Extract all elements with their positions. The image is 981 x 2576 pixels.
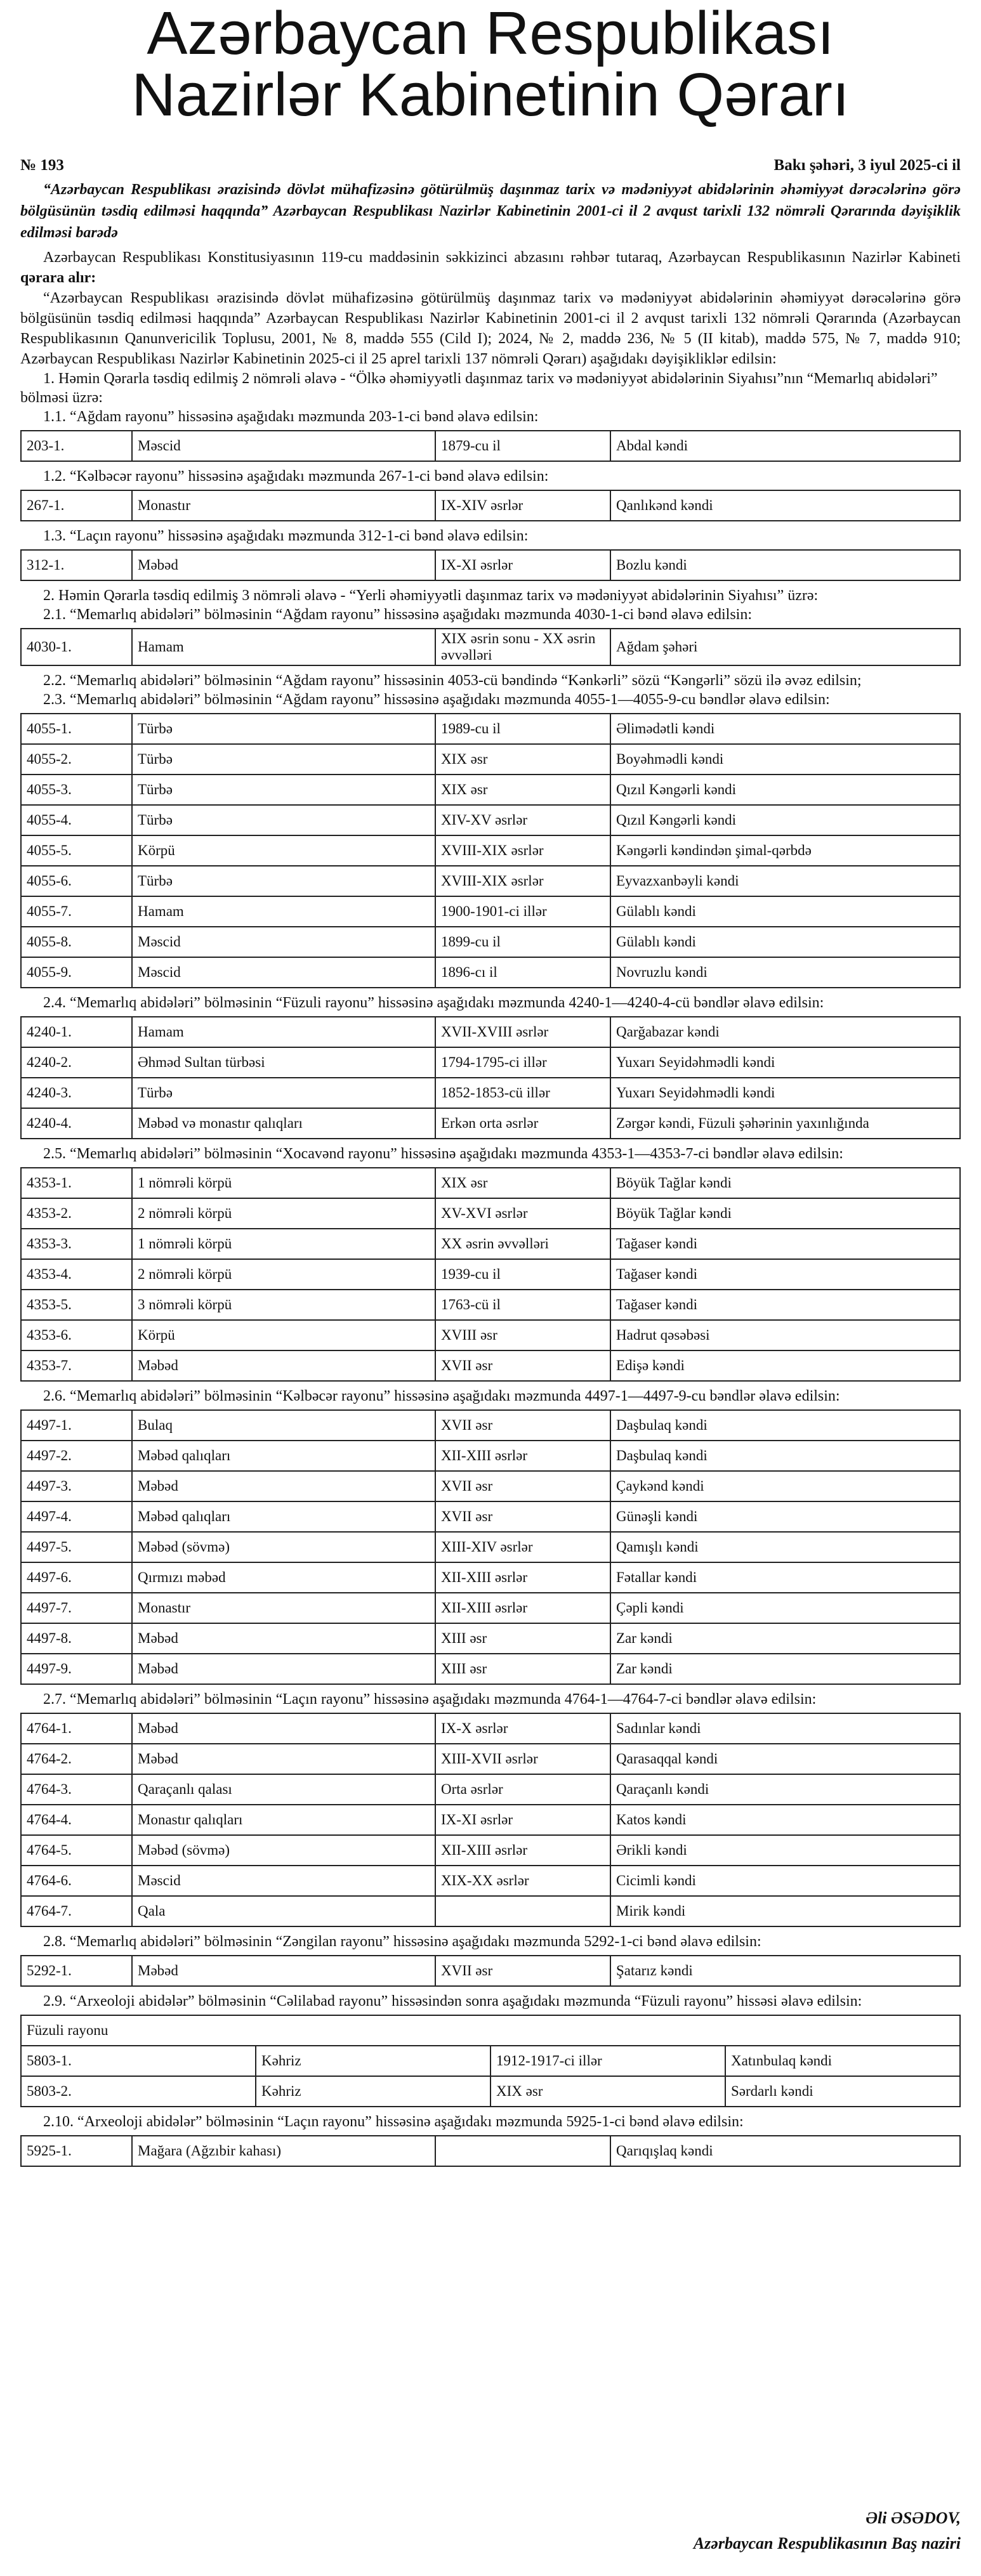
item-number-cell: 4497-7. — [21, 1593, 132, 1623]
location-cell: Gülablı kəndi — [610, 927, 960, 957]
period-cell: XIII əsr — [435, 1654, 610, 1684]
item-2-8: 2.8. “Memarlıq abidələri” bölməsinin “Zəngilan rayonu” hissəsinə aşağıdakı məzmunda 5292-1-ci bənd əlavə edilsin: — [43, 1933, 761, 1950]
item-number-cell: 4764-3. — [21, 1774, 132, 1805]
location-cell: Daşbulaq kəndi — [610, 1441, 960, 1471]
table-row — [21, 1108, 960, 1139]
period-cell: XIII-XVII əsrlər — [435, 1744, 610, 1774]
item-1-1: 1.1. “Ağdam rayonu” hissəsinə aşağıdakı məzmunda 203-1-ci bənd əlavə edilsin: — [43, 409, 539, 425]
table-row — [21, 1198, 960, 1229]
location-cell: Tağaser kəndi — [610, 1290, 960, 1320]
monument-name-cell: Türbə — [132, 1078, 435, 1108]
table-row — [21, 1501, 960, 1532]
table-2-10 — [20, 2135, 961, 2167]
item-number-cell: 4497-8. — [21, 1623, 132, 1654]
table-1-2 — [20, 490, 961, 521]
table-row — [21, 1471, 960, 1501]
location-cell: Günəşli kəndi — [610, 1501, 960, 1532]
table-row — [21, 957, 960, 988]
table-2-3 — [20, 713, 961, 988]
table-2-7 — [20, 1713, 961, 1927]
table-row — [21, 431, 960, 461]
period-cell: XII-XIII əsrlər — [435, 1593, 610, 1623]
item-number-cell: 4055-5. — [21, 835, 132, 866]
monument-name-cell: Məbəd — [132, 1744, 435, 1774]
location-cell: Tağaser kəndi — [610, 1259, 960, 1290]
location-cell: Ərikli kəndi — [610, 1835, 960, 1866]
location-cell: Zar kəndi — [610, 1623, 960, 1654]
location-cell: Gülablı kəndi — [610, 896, 960, 927]
monument-name-cell: Qırmızı məbəd — [132, 1562, 435, 1593]
period-cell: 1899-cu il — [435, 927, 610, 957]
location-cell: Bozlu kəndi — [610, 550, 960, 580]
item-1: 1. Həmin Qərarla təsdiq edilmiş 2 nömrəli əlavə - “Ölkə əhəmiyyətli daşınmaz tarix və mədəniyyət abidələrinin Siyahısı”nın “Memarlıq abidələri” bölməsi üzrə: — [20, 370, 938, 406]
table-2-1 — [20, 628, 961, 666]
monument-name-cell: Qala — [132, 1896, 435, 1926]
table-row — [21, 896, 960, 927]
item-2-9: 2.9. “Arxeoloji abidələr” bölməsinin “Cəlilabad rayonu” hissəsindən sonra aşağıdakı məzmunda “Füzuli rayonu” hissəsi əlavə edilsin: — [43, 1993, 862, 2010]
item-number-cell: 4497-5. — [21, 1532, 132, 1562]
item-number-cell: 4353-1. — [21, 1168, 132, 1198]
location-cell: Katos kəndi — [610, 1805, 960, 1835]
period-cell: XIV-XV əsrlər — [435, 805, 610, 835]
monument-name-cell: Məbəd — [132, 550, 435, 580]
item-1-2: 1.2. “Kəlbəcər rayonu” hissəsinə aşağıdakı məzmunda 267-1-ci bənd əlavə edilsin: — [43, 468, 549, 485]
item-number-cell: 4764-1. — [21, 1713, 132, 1744]
item-number-cell: 4353-5. — [21, 1290, 132, 1320]
item-number-cell: 4240-3. — [21, 1078, 132, 1108]
location-cell: Cicimli kəndi — [610, 1866, 960, 1896]
item-number-cell: 4497-9. — [21, 1654, 132, 1684]
table-1-1 — [20, 430, 961, 462]
location-cell: Eyvazxanbəyli kəndi — [610, 866, 960, 896]
table-row — [21, 550, 960, 580]
period-cell: 1794-1795-ci illər — [435, 1047, 610, 1078]
location-cell: Qanlıkənd kəndi — [610, 490, 960, 521]
table-row — [21, 1654, 960, 1684]
location-cell: Qaraçanlı kəndi — [610, 1774, 960, 1805]
monument-name-cell: Kəhriz — [256, 2046, 490, 2076]
location-cell: Sadınlar kəndi — [610, 1713, 960, 1744]
location-cell: Boyəhmədli kəndi — [610, 744, 960, 775]
period-cell: XVII əsr — [435, 1350, 610, 1381]
item-number-cell: 4240-2. — [21, 1047, 132, 1078]
location-cell: Zərgər kəndi, Füzuli şəhərinin yaxınlığında — [610, 1108, 960, 1139]
item-number-cell: 4055-4. — [21, 805, 132, 835]
location-cell: Qarğabazar kəndi — [610, 1017, 960, 1047]
table-row — [21, 714, 960, 744]
monument-name-cell: 1 nömrəli körpü — [132, 1229, 435, 1259]
monument-name-cell: Monastır — [132, 1593, 435, 1623]
item-2-4: 2.4. “Memarlıq abidələri” bölməsinin “Füzuli rayonu” hissəsinə aşağıdakı məzmunda 4240-1—4240-4-cü bəndlər əlavə edilsin: — [43, 995, 824, 1011]
monument-name-cell: Məbəd — [132, 1956, 435, 1986]
location-cell: Qamışlı kəndi — [610, 1532, 960, 1562]
table-row — [21, 1774, 960, 1805]
item-number-cell: 4055-3. — [21, 775, 132, 805]
item-2: 2. Həmin Qərarla təsdiq edilmiş 3 nömrəli əlavə - “Yerli əhəmiyyətli daşınmaz tarix və mədəniyyət abidələrinin Siyahısı” üzrə: — [43, 587, 819, 604]
monument-name-cell: Məbəd — [132, 1623, 435, 1654]
item-number-cell: 4353-7. — [21, 1350, 132, 1381]
period-cell: 1939-cu il — [435, 1259, 610, 1290]
monument-name-cell: Məscid — [132, 1866, 435, 1896]
table-row — [21, 1805, 960, 1835]
monument-name-cell: Körpü — [132, 1320, 435, 1350]
table-row — [21, 1047, 960, 1078]
location-cell: Fətallar kəndi — [610, 1562, 960, 1593]
period-cell: XVIII-XIX əsrlər — [435, 835, 610, 866]
monument-name-cell: Türbə — [132, 714, 435, 744]
item-number-cell: 4764-6. — [21, 1866, 132, 1896]
item-2-1: 2.1. “Memarlıq abidələri” bölməsinin “Ağdam rayonu” hissəsinə aşağıdakı məzmunda 4030-1-ci bənd əlavə edilsin: — [43, 606, 752, 623]
location-cell: Qarasaqqal kəndi — [610, 1744, 960, 1774]
signatory-position: Azərbaycan Respublikasının Baş naziri — [693, 2534, 961, 2553]
item-number-cell: 4353-3. — [21, 1229, 132, 1259]
location-cell: Yuxarı Seyidəhmədli kəndi — [610, 1047, 960, 1078]
period-cell: IX-X əsrlər — [435, 1713, 610, 1744]
location-cell: Tağaser kəndi — [610, 1229, 960, 1259]
table-row — [21, 2046, 960, 2076]
item-number-cell: 4055-6. — [21, 866, 132, 896]
monument-name-cell: Türbə — [132, 866, 435, 896]
period-cell: IX-XI əsrlər — [435, 1805, 610, 1835]
item-number-cell: 4055-2. — [21, 744, 132, 775]
period-cell — [435, 2136, 610, 2166]
location-cell: Xatınbulaq kəndi — [725, 2046, 960, 2076]
table-row — [21, 2136, 960, 2166]
monument-name-cell: Məbəd (sövmə) — [132, 1532, 435, 1562]
table-row — [21, 490, 960, 521]
table-row — [21, 2076, 960, 2107]
table-row — [21, 866, 960, 896]
monument-name-cell: 2 nömrəli körpü — [132, 1259, 435, 1290]
region-name-cell: Füzuli rayonu — [21, 2015, 960, 2046]
monument-name-cell: Körpü — [132, 835, 435, 866]
signatory-name: Əli ƏSƏDOV, — [866, 2509, 961, 2527]
location-cell: Novruzlu kəndi — [610, 957, 960, 988]
period-cell: Orta əsrlər — [435, 1774, 610, 1805]
period-cell: 1852-1853-cü illər — [435, 1078, 610, 1108]
item-2-3: 2.3. “Memarlıq abidələri” bölməsinin “Ağdam rayonu” hissəsinə aşağıdakı məzmunda 4055-1—4055-9-cu bəndlər əlavə edilsin: — [43, 691, 830, 708]
location-cell: Qızıl Kəngərli kəndi — [610, 775, 960, 805]
monument-name-cell: Məbəd — [132, 1350, 435, 1381]
period-cell: XIX əsrin sonu - XX əsrin əvvəlləri — [435, 629, 610, 665]
location-cell: Şatarız kəndi — [610, 1956, 960, 1986]
item-number-cell: 4353-2. — [21, 1198, 132, 1229]
table-row — [21, 805, 960, 835]
monument-name-cell: Məbəd qalıqları — [132, 1441, 435, 1471]
monument-name-cell: Məbəd qalıqları — [132, 1501, 435, 1532]
table-row — [21, 1835, 960, 1866]
basis-text: Azərbaycan Respublikası Konstitusiyasının 119-cu maddəsinin səkkizinci abzasını rəhbər tutaraq, Azərbaycan Respublikasının Nazirlər Kabineti — [43, 249, 961, 266]
basis-paragraph — [20, 247, 961, 288]
item-number-cell: 4497-2. — [21, 1441, 132, 1471]
period-cell: XII-XIII əsrlər — [435, 1562, 610, 1593]
location-cell: Edişə kəndi — [610, 1350, 960, 1381]
item-number-cell: 4497-4. — [21, 1501, 132, 1532]
monument-name-cell: Məscid — [132, 927, 435, 957]
monument-name-cell: Məbəd — [132, 1471, 435, 1501]
location-cell: Böyük Tağlar kəndi — [610, 1168, 960, 1198]
document-title — [20, 0, 961, 129]
table-row — [21, 629, 960, 665]
table-row — [21, 1441, 960, 1471]
table-row — [21, 1320, 960, 1350]
table-row — [21, 1229, 960, 1259]
table-2-5 — [20, 1167, 961, 1382]
monument-name-cell: Kəhriz — [256, 2076, 490, 2107]
table-row — [21, 1259, 960, 1290]
period-cell: 1989-cu il — [435, 714, 610, 744]
table-row — [21, 835, 960, 866]
item-number-cell: 4055-8. — [21, 927, 132, 957]
item-number-cell: 4764-2. — [21, 1744, 132, 1774]
location-cell: Qızıl Kəngərli kəndi — [610, 805, 960, 835]
item-number-cell: 5292-1. — [21, 1956, 132, 1986]
table-row — [21, 1350, 960, 1381]
table-row — [21, 927, 960, 957]
location-cell: Ağdam şəhəri — [610, 629, 960, 665]
table-row — [21, 1078, 960, 1108]
item-2-2: 2.2. “Memarlıq abidələri” bölməsinin “Ağdam rayonu” hissəsinin 4053-cü bəndində “Kənkərli” sözü “Kəngərli” sözü ilə əvəz edilsin; — [43, 672, 862, 689]
monument-name-cell: Məbəd — [132, 1654, 435, 1684]
monument-name-cell: Hamam — [132, 629, 435, 665]
item-2-10: 2.10. “Arxeoloji abidələr” bölməsinin “Laçın rayonu” hissəsinə aşağıdakı məzmunda 5925-1-ci bənd əlavə edilsin: — [43, 2114, 744, 2130]
location-cell: Qarıqışlaq kəndi — [610, 2136, 960, 2166]
period-cell: XVII əsr — [435, 1471, 610, 1501]
item-number-cell: 4764-7. — [21, 1896, 132, 1926]
item-number-cell: 4353-4. — [21, 1259, 132, 1290]
period-cell: IX-XI əsrlər — [435, 550, 610, 580]
item-number-cell: 203-1. — [21, 431, 132, 461]
table-row — [21, 775, 960, 805]
period-cell: XII-XIII əsrlər — [435, 1835, 610, 1866]
item-number-cell: 4240-4. — [21, 1108, 132, 1139]
monument-name-cell: Monastır qalıqları — [132, 1805, 435, 1835]
item-number-cell: 4240-1. — [21, 1017, 132, 1047]
table-row — [21, 1532, 960, 1562]
monument-name-cell: Monastır — [132, 490, 435, 521]
item-number-cell: 4353-6. — [21, 1320, 132, 1350]
decree-meta — [20, 156, 961, 175]
title-line-2: Nazirlər Kabinetinin Qərarı — [131, 61, 850, 129]
table-row — [21, 1290, 960, 1320]
period-cell: XVIII-XIX əsrlər — [435, 866, 610, 896]
table-row — [21, 1744, 960, 1774]
decision-word: qərara alır: — [20, 270, 96, 286]
period-cell: XIX əsr — [490, 2076, 725, 2107]
monument-name-cell: Məbəd — [132, 1713, 435, 1744]
item-number-cell: 4030-1. — [21, 629, 132, 665]
item-number-cell: 4055-9. — [21, 957, 132, 988]
item-number-cell: 5803-1. — [21, 2046, 256, 2076]
monument-name-cell: Türbə — [132, 744, 435, 775]
period-cell: 1900-1901-ci illər — [435, 896, 610, 927]
monument-name-cell: Məbəd və monastır qalıqları — [132, 1108, 435, 1139]
period-cell: XVIII əsr — [435, 1320, 610, 1350]
period-cell: 1879-cu il — [435, 431, 610, 461]
item-number-cell: 312-1. — [21, 550, 132, 580]
period-cell: XIX əsr — [435, 744, 610, 775]
location-cell: Abdal kəndi — [610, 431, 960, 461]
period-cell: 1912-1917-ci illər — [490, 2046, 725, 2076]
period-cell: XIX əsr — [435, 1168, 610, 1198]
location-cell: Yuxarı Seyidəhmədli kəndi — [610, 1078, 960, 1108]
decree-subject: “Azərbaycan Respublikası ərazisində dövlət mühafizəsinə götürülmüş daşınmaz tarix və mədəniyyət abidələrinin əhəmiyyət dərəcələrinə görə bölgüsünün təsdiq edilməsi haqqında” Azərbaycan Respublikası Nazirlər Kabinetinin 2001-ci il 2 avqust tarixli 132 nömrəli Qərarında dəyişiklik edilməsi barədə — [20, 181, 961, 241]
period-cell: XIX-XX əsrlər — [435, 1866, 610, 1896]
monument-name-cell: Mağara (Ağzıbir kahası) — [132, 2136, 435, 2166]
location-cell: Hadrut qəsəbəsi — [610, 1320, 960, 1350]
item-1-3: 1.3. “Laçın rayonu” hissəsinə aşağıdakı məzmunda 312-1-ci bənd əlavə edilsin: — [43, 528, 529, 544]
title-line-1: Azərbaycan Respublikası — [147, 0, 834, 67]
monument-name-cell: Əhməd Sultan türbəsi — [132, 1047, 435, 1078]
period-cell: XX əsrin əvvəlləri — [435, 1229, 610, 1259]
table-2-9 — [20, 2015, 961, 2107]
table-row — [21, 1017, 960, 1047]
decree-number: № 193 — [20, 157, 64, 174]
period-cell: XVII-XVIII əsrlər — [435, 1017, 610, 1047]
decree-place-date: Bakı şəhəri, 3 iyul 2025-ci il — [774, 157, 961, 174]
monument-name-cell: Hamam — [132, 896, 435, 927]
monument-name-cell: 2 nömrəli körpü — [132, 1198, 435, 1229]
item-2-7: 2.7. “Memarlıq abidələri” bölməsinin “Laçın rayonu” hissəsinə aşağıdakı məzmunda 4764-1—4764-7-ci bəndlər əlavə edilsin: — [43, 1691, 817, 1708]
item-number-cell: 4764-5. — [21, 1835, 132, 1866]
item-number-cell: 4055-1. — [21, 714, 132, 744]
table-region-row — [21, 2015, 960, 2046]
decree-page — [20, 0, 961, 2172]
item-number-cell: 5803-2. — [21, 2076, 256, 2107]
signature-block — [694, 2506, 961, 2556]
table-row — [21, 1593, 960, 1623]
monument-name-cell: Türbə — [132, 775, 435, 805]
period-cell: 1763-cü il — [435, 1290, 610, 1320]
monument-name-cell: Məscid — [132, 957, 435, 988]
item-number-cell: 4497-1. — [21, 1410, 132, 1441]
table-1-3 — [20, 549, 961, 581]
table-2-8 — [20, 1955, 961, 1987]
location-cell: Əlimədətli kəndi — [610, 714, 960, 744]
monument-name-cell: Hamam — [132, 1017, 435, 1047]
table-row — [21, 1896, 960, 1926]
item-number-cell: 4055-7. — [21, 896, 132, 927]
period-cell: XII-XIII əsrlər — [435, 1441, 610, 1471]
item-number-cell: 5925-1. — [21, 2136, 132, 2166]
location-cell: Zar kəndi — [610, 1654, 960, 1684]
period-cell: XVII əsr — [435, 1410, 610, 1441]
item-number-cell: 267-1. — [21, 490, 132, 521]
item-number-cell: 4497-6. — [21, 1562, 132, 1593]
period-cell: XV-XVI əsrlər — [435, 1198, 610, 1229]
table-row — [21, 1866, 960, 1896]
period-cell: IX-XIV əsrlər — [435, 490, 610, 521]
item-2-5: 2.5. “Memarlıq abidələri” bölməsinin “Xocavənd rayonu” hissəsinə aşağıdakı məzmunda 4353-1—4353-7-ci bəndlər əlavə edilsin: — [43, 1146, 843, 1162]
table-row — [21, 1168, 960, 1198]
main-paragraph: “Azərbaycan Respublikası ərazisində dövlət mühafizəsinə götürülmüş daşınmaz tarix və mədəniyyət abidələrinin əhəmiyyət dərəcələrinə görə bölgüsünün təsdiq edilməsi haqqında” Azərbaycan Respublikası Nazirlər Kabinetinin 2001-ci il 2 avqust tarixli 132 nömrəli Qərarında (Azərbaycan Respublikasının Qanunvericilik Toplusu, 2001, № 8, maddə 555 (Cild I); 2024, № 2, maddə 236, № 5 (II kitab), maddə 575, № 7, maddə 910; Azərbaycan Respublikası Nazirlər Kabinetinin 2025-ci il 25 aprel tarixli 137 nömrəli Qərarı) aşağıdakı dəyişikliklər edilsin: — [20, 290, 961, 367]
period-cell: XVII əsr — [435, 1501, 610, 1532]
location-cell: Çəpli kəndi — [610, 1593, 960, 1623]
location-cell: Çaykənd kəndi — [610, 1471, 960, 1501]
monument-name-cell: Türbə — [132, 805, 435, 835]
table-row — [21, 744, 960, 775]
period-cell — [435, 1896, 610, 1926]
monument-name-cell: Məscid — [132, 431, 435, 461]
monument-name-cell: 1 nömrəli körpü — [132, 1168, 435, 1198]
monument-name-cell: Qaraçanlı qalası — [132, 1774, 435, 1805]
monument-name-cell: Bulaq — [132, 1410, 435, 1441]
period-cell: 1896-cı il — [435, 957, 610, 988]
table-row — [21, 1713, 960, 1744]
item-number-cell: 4497-3. — [21, 1471, 132, 1501]
item-number-cell: 4764-4. — [21, 1805, 132, 1835]
location-cell: Mirik kəndi — [610, 1896, 960, 1926]
location-cell: Daşbulaq kəndi — [610, 1410, 960, 1441]
table-row — [21, 1956, 960, 1986]
table-2-4 — [20, 1016, 961, 1139]
period-cell: XVII əsr — [435, 1956, 610, 1986]
period-cell: XIX əsr — [435, 775, 610, 805]
item-2-6: 2.6. “Memarlıq abidələri” bölməsinin “Kəlbəcər rayonu” hissəsinə aşağıdakı məzmunda 4497-1—4497-9-cu bəndlər əlavə edilsin: — [43, 1388, 840, 1404]
monument-name-cell: Məbəd (sövmə) — [132, 1835, 435, 1866]
location-cell: Sərdarlı kəndi — [725, 2076, 960, 2107]
period-cell: XIII-XIV əsrlər — [435, 1532, 610, 1562]
table-row — [21, 1410, 960, 1441]
location-cell: Böyük Tağlar kəndi — [610, 1198, 960, 1229]
table-row — [21, 1623, 960, 1654]
table-2-6 — [20, 1409, 961, 1685]
location-cell: Kəngərli kəndindən şimal-qərbdə — [610, 835, 960, 866]
monument-name-cell: 3 nömrəli körpü — [132, 1290, 435, 1320]
table-row — [21, 1562, 960, 1593]
period-cell: XIII əsr — [435, 1623, 610, 1654]
period-cell: Erkən orta əsrlər — [435, 1108, 610, 1139]
